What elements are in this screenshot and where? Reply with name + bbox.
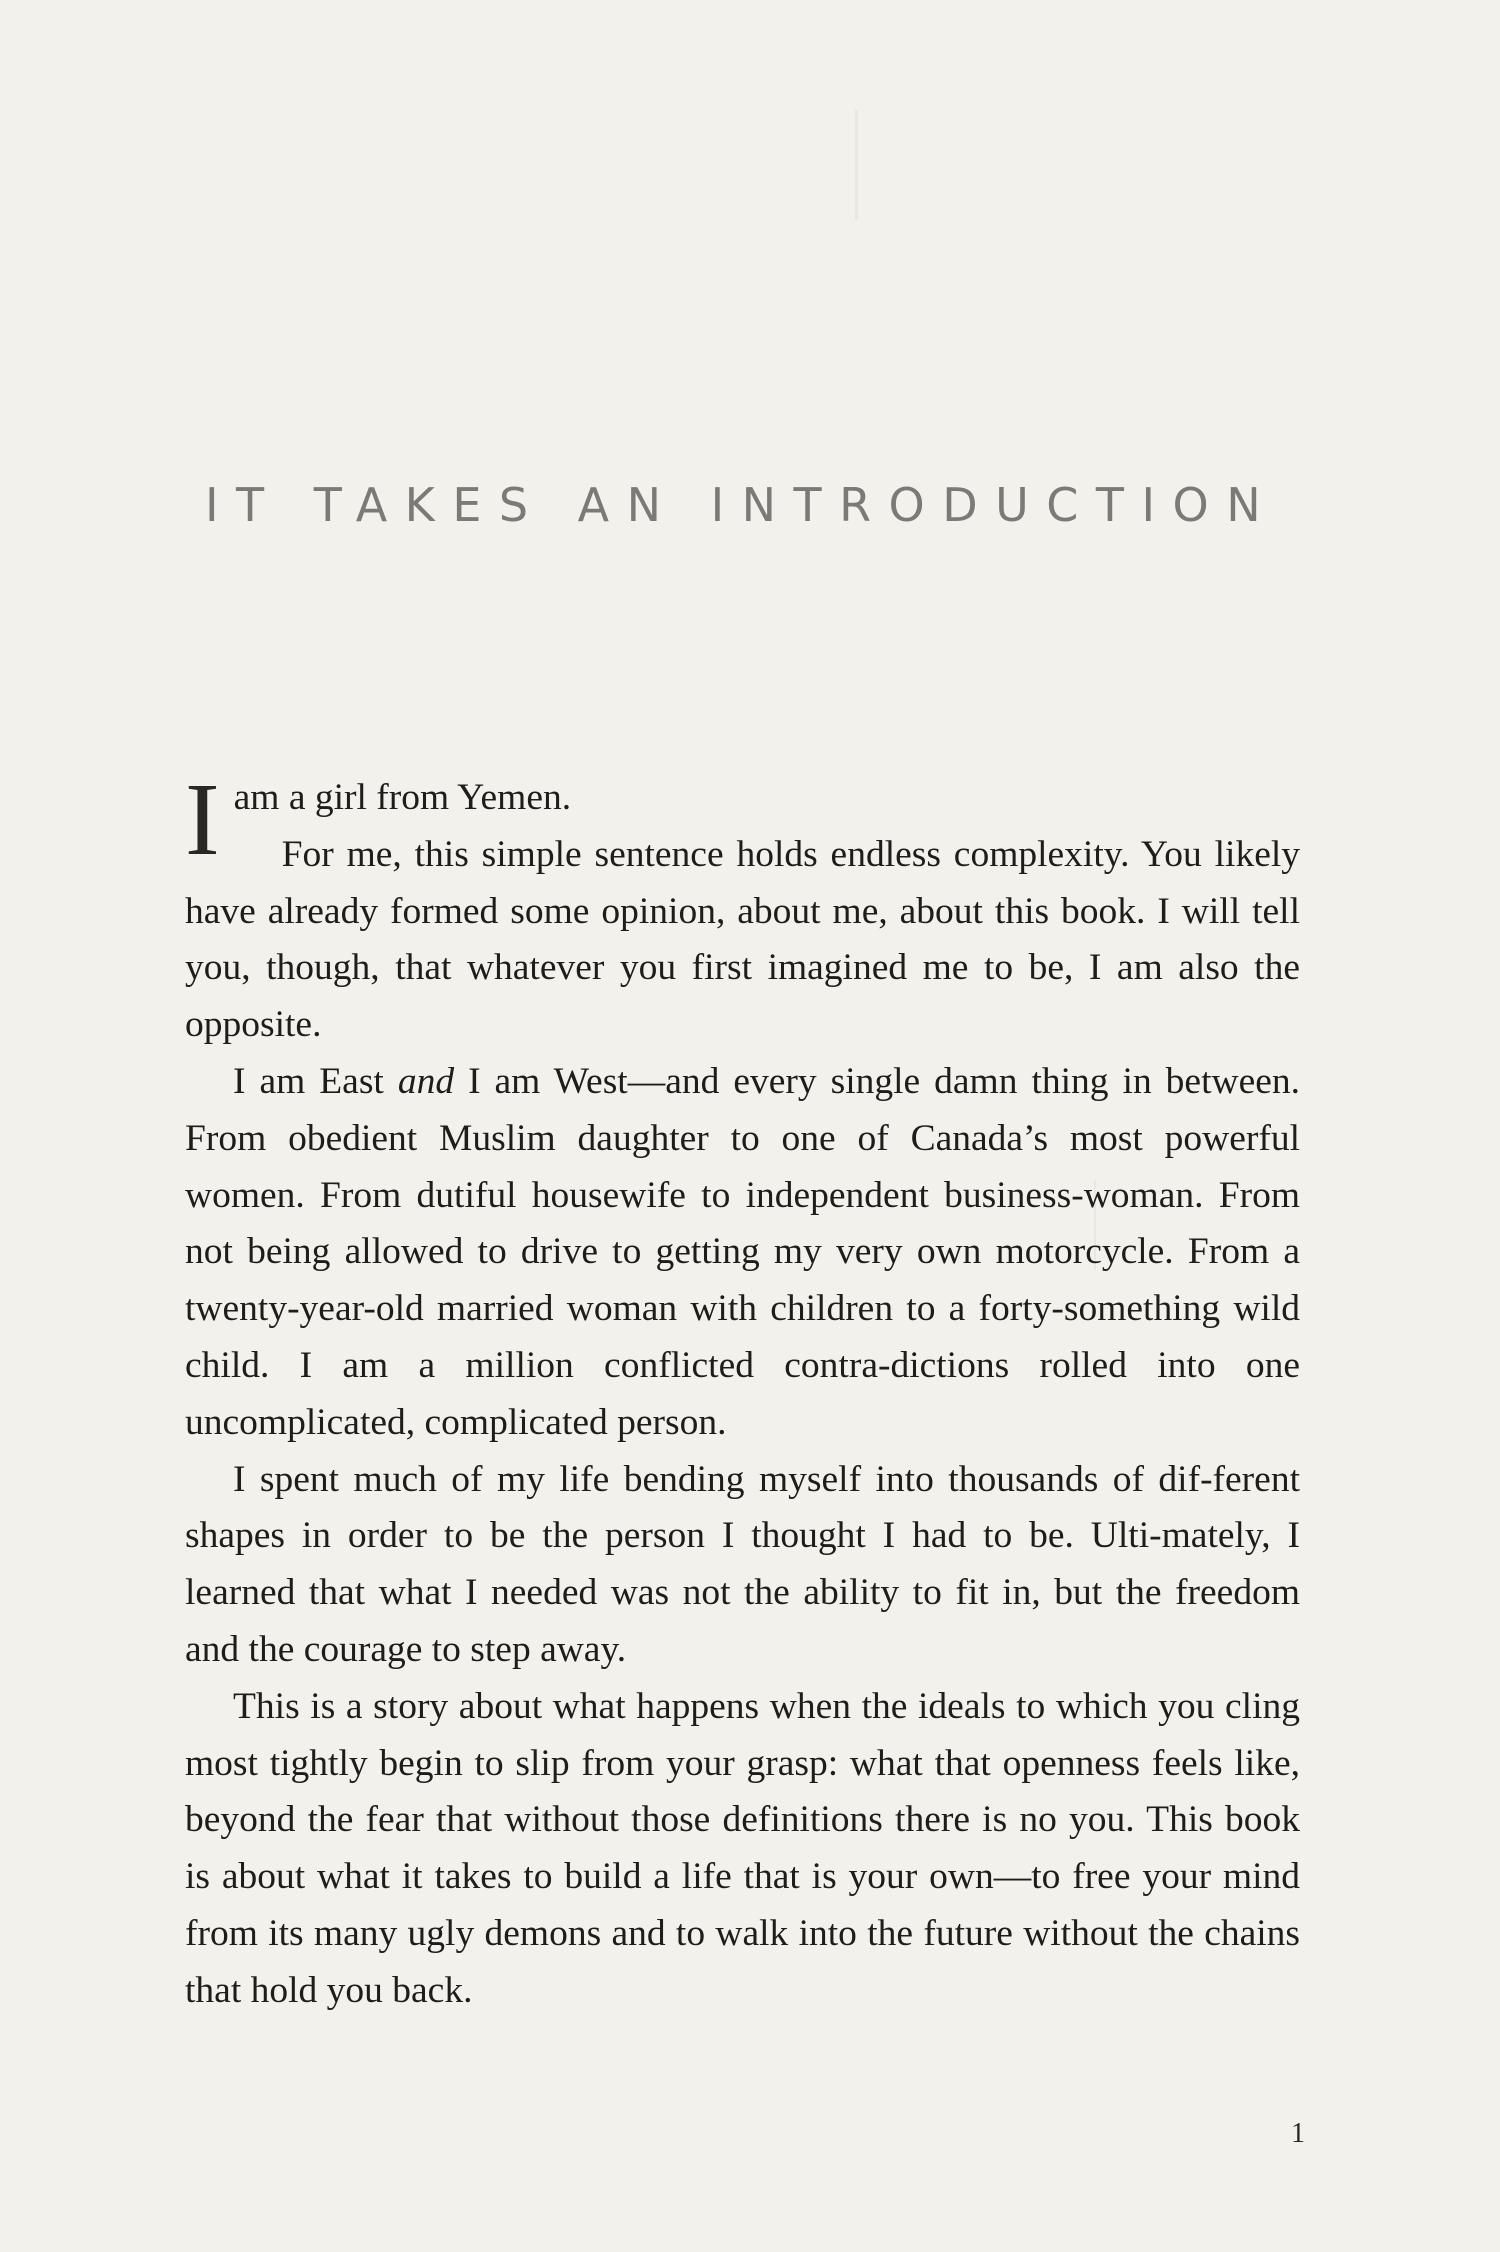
paragraph-1 [185, 762, 1301, 1054]
paragraph-3: I spent much of my life bending myself into thousands of dif-ferent shapes in order to be the person I thought I had to be. Ulti-mately, I learned that what I needed was not the ability to fit in, but the freedom and the courage to step away. [185, 1458, 1300, 1670]
opening-line-2: For me, this simple sentence holds endless complexity. You [281, 833, 1202, 875]
paragraph-2 [185, 1054, 1300, 1452]
paragraph-2-start: I am East [233, 1060, 398, 1102]
paragraph-1-continued: likely have already formed some opinion, about me, about this book. I will tell you, though, that whatever you first imagined me to be, I am also the opposite. [185, 833, 1301, 1046]
opening-line: am a girl from Yemen. [233, 777, 572, 818]
drop-cap: I [185, 762, 220, 877]
paragraph-2-rest: I am West—and every single damn thing in between. From obedient Muslim daughter to one of Canada’s most powerful women. From dutiful housewife to independent business-woman. From not being allowed to drive to getting my very own motorcycle. From a twenty-year-old married woman with children to a forty-something wild child. I am a million conflicted contra-dictions rolled into one uncomplicated, complicated person. [185, 1060, 1300, 1443]
body-text [185, 762, 1301, 2020]
paragraph-4: This is a story about what happens when the ideals to which you cling most tightly begin to slip from your grasp: what that openness feels like, beyond the fear that without those definitions there is no you. This book is about what it takes to build a life that is your own—to free your mind from its many ugly demons and to walk into the future without the chains that hold you back. [185, 1685, 1300, 2011]
chapter-title: IT TAKES AN INTRODUCTION [205, 478, 1279, 532]
page-smudge [855, 110, 858, 220]
emphasis-and: and [397, 1060, 455, 1102]
page-number: 1 [1291, 2118, 1305, 2149]
